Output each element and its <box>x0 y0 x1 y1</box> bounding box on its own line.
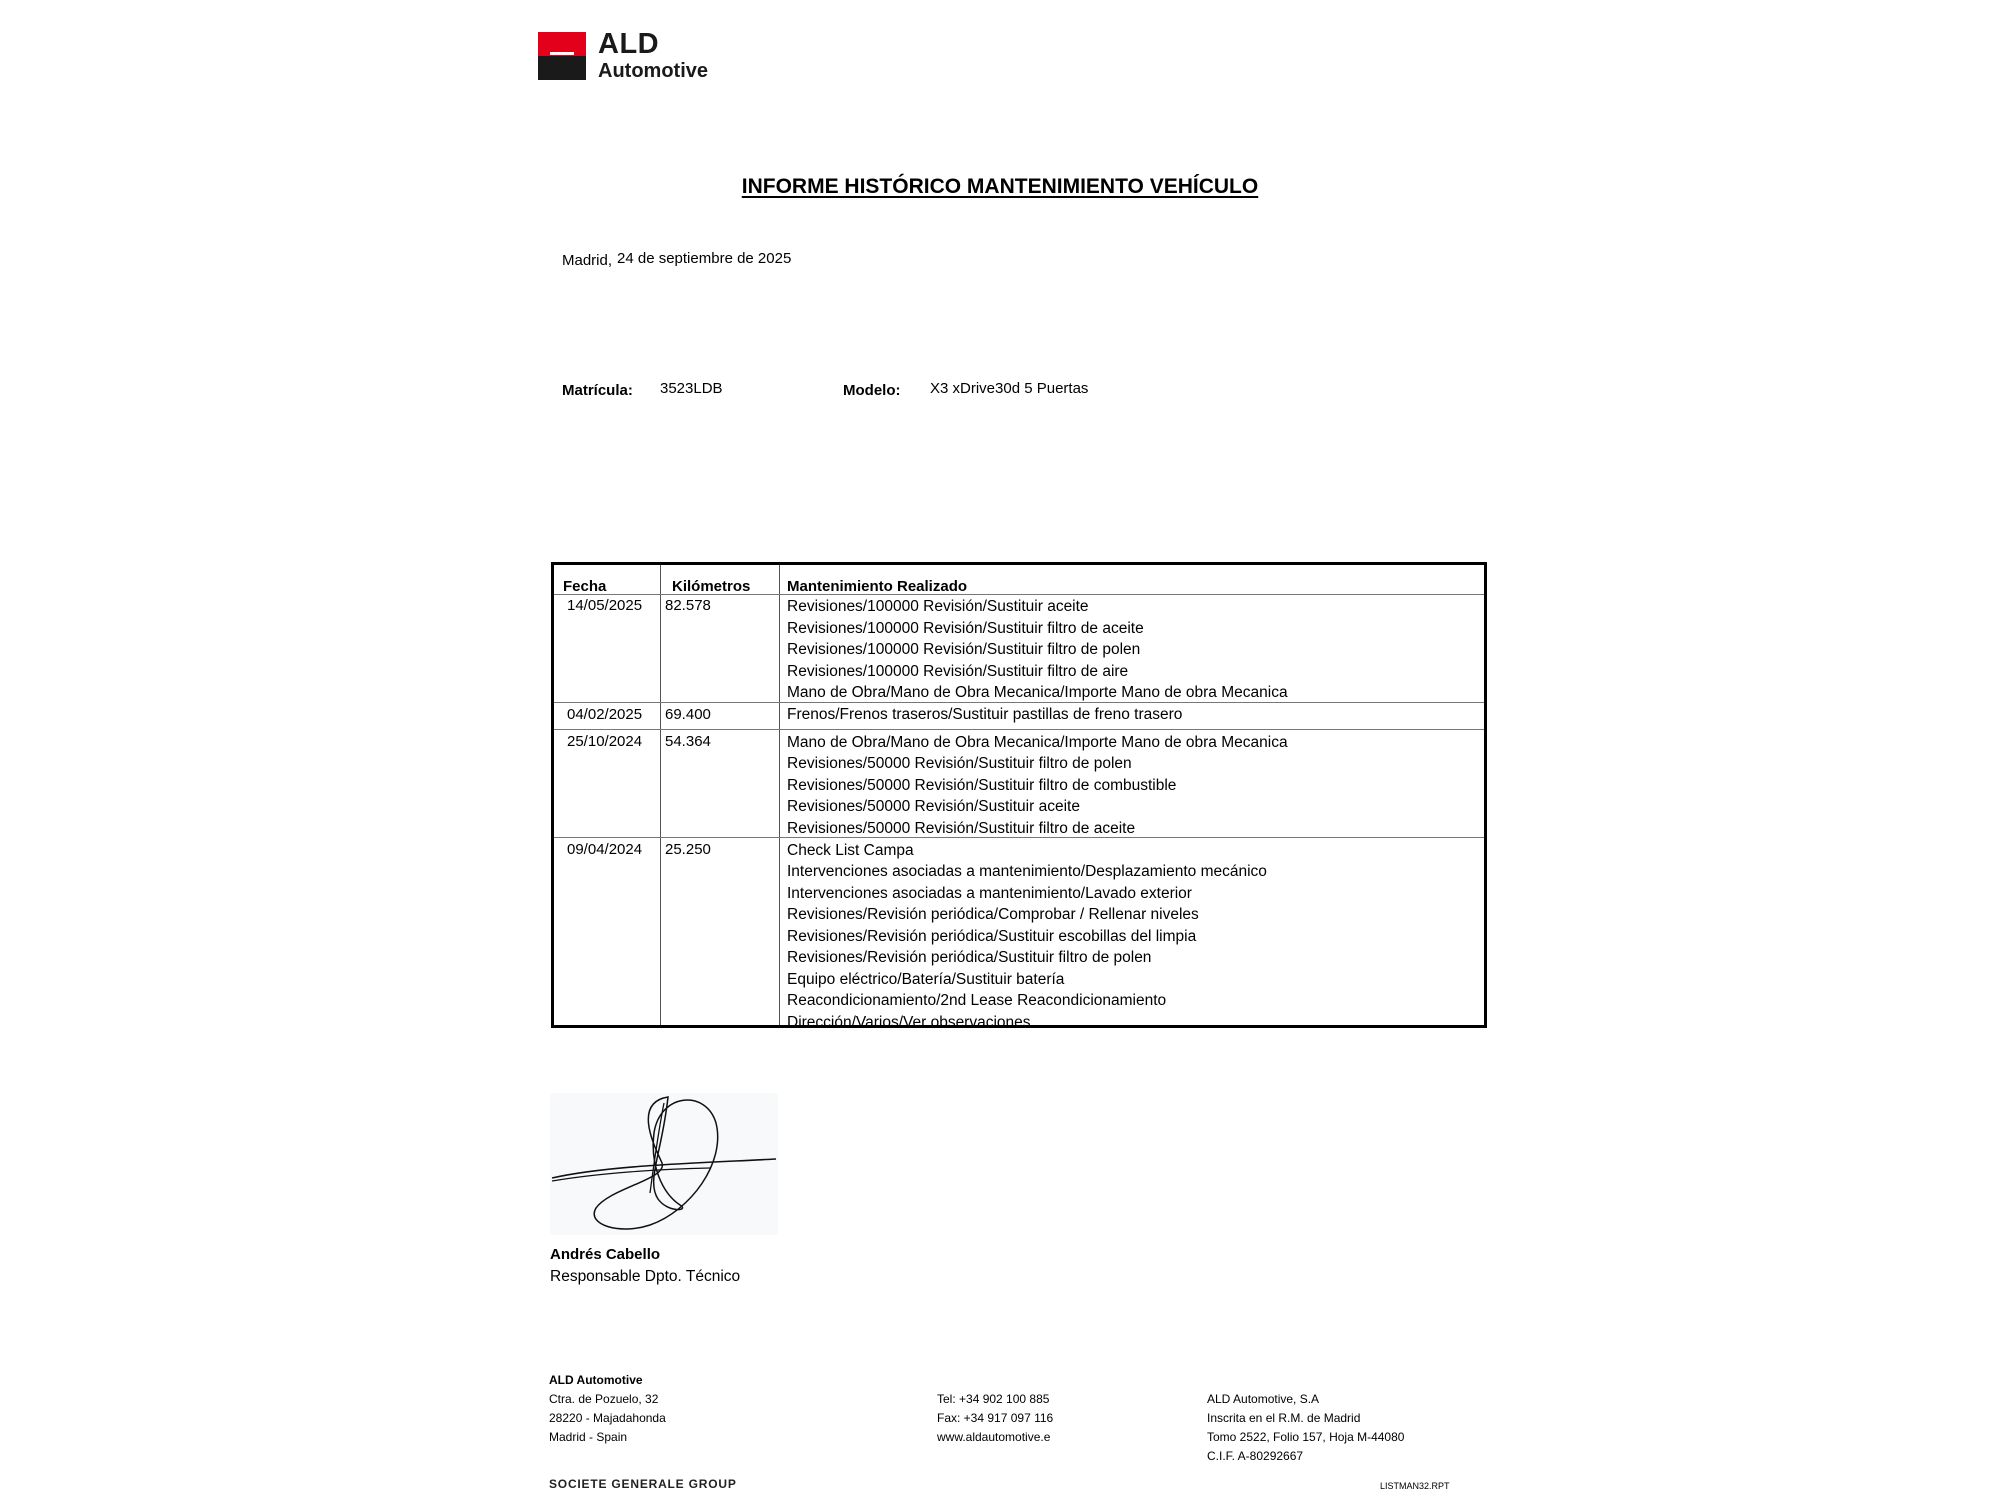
task-item: Mano de Obra/Mano de Obra Mecanica/Importe Mano de obra Mecanica <box>787 734 1288 751</box>
plate-label: Matrícula: <box>562 382 633 399</box>
footer-address-line: 28220 - Majadahonda <box>549 1411 666 1425</box>
footer-legal-line: Inscrita en el R.M. de Madrid <box>1207 1411 1361 1425</box>
row-divider <box>554 729 1484 730</box>
date: 24 de septiembre de 2025 <box>617 250 792 267</box>
logo-line-2: Automotive <box>598 60 708 82</box>
footer-website: www.aldautomotive.e <box>937 1430 1051 1444</box>
row-date: 25/10/2024 <box>567 733 643 750</box>
task-item: Revisiones/Revisión periódica/Sustituir filtro de polen <box>787 949 1152 966</box>
task-item: Equipo eléctrico/Batería/Sustituir batería <box>787 971 1065 988</box>
logo-line-1: ALD <box>598 28 660 60</box>
row-km: 69.400 <box>665 706 711 723</box>
footer-legal-block <box>1207 1390 1404 1466</box>
page-title-text: INFORME HISTÓRICO MANTENIMIENTO VEHÍCULO <box>741 175 1259 198</box>
footer-legal-line: ALD Automotive, S.A <box>1207 1392 1320 1406</box>
signatory-role: Responsable Dpto. Técnico <box>550 1268 741 1285</box>
column-divider <box>660 565 661 1025</box>
footer-legal-line: Tomo 2522, Folio 157, Hoja M-44080 <box>1207 1430 1405 1444</box>
task-item: Revisiones/50000 Revisión/Sustituir aceite <box>787 798 1080 815</box>
footer-fax: Fax: +34 917 097 116 <box>937 1411 1054 1425</box>
task-item: Reacondicionamiento/2nd Lease Reacondicionamiento <box>787 992 1167 1009</box>
task-item: Revisiones/50000 Revisión/Sustituir filtro de polen <box>787 755 1132 772</box>
row-date: 09/04/2024 <box>567 841 643 858</box>
row-km: 54.364 <box>665 733 711 750</box>
place: Madrid, <box>562 252 613 269</box>
header-mantenimiento: Mantenimiento Realizado <box>787 578 968 595</box>
task-item: Intervenciones asociadas a mantenimiento/Desplazamiento mecánico <box>787 863 1267 880</box>
header-fecha: Fecha <box>563 578 607 595</box>
footer-contact-block <box>937 1390 1053 1447</box>
task-item: Revisiones/Revisión periódica/Sustituir escobillas del limpia <box>787 928 1197 945</box>
footer-phone: Tel: +34 902 100 885 <box>937 1392 1050 1406</box>
ald-logo-mark <box>538 32 586 80</box>
task-item: Revisiones/100000 Revisión/Sustituir filtro de polen <box>787 641 1141 658</box>
model-label: Modelo: <box>843 382 901 399</box>
task-item: Mano de Obra/Mano de Obra Mecanica/Importe Mano de obra Mecanica <box>787 684 1288 701</box>
footer-address-block <box>549 1371 666 1447</box>
signature-image <box>550 1093 778 1235</box>
footer-company: ALD Automotive <box>549 1373 643 1387</box>
group-label: SOCIETE GENERALE GROUP <box>549 1477 737 1491</box>
ald-logo-text <box>598 30 708 81</box>
maintenance-table <box>551 562 1487 1031</box>
row-date: 14/05/2025 <box>567 597 643 614</box>
footer-legal-line: C.I.F. A-80292667 <box>1207 1449 1304 1463</box>
footer-address-line: Ctra. de Pozuelo, 32 <box>549 1392 659 1406</box>
task-item: Frenos/Frenos traseros/Sustituir pastillas de freno trasero <box>787 706 1183 723</box>
task-item: Revisiones/50000 Revisión/Sustituir filtro de combustible <box>787 777 1177 794</box>
task-item: Revisiones/Revisión periódica/Comprobar / Rellenar niveles <box>787 906 1199 923</box>
task-item: Revisiones/100000 Revisión/Sustituir aceite <box>787 598 1089 615</box>
task-item: Dirección/Varios/Ver observaciones <box>787 1014 1031 1031</box>
row-km: 25.250 <box>665 841 711 858</box>
task-item: Revisiones/100000 Revisión/Sustituir filtro de aceite <box>787 620 1144 637</box>
column-divider <box>779 565 780 1025</box>
report-ref: LISTMAN32.RPT <box>1380 1481 1450 1491</box>
row-divider <box>554 702 1484 703</box>
plate-value: 3523LDB <box>660 380 723 397</box>
signatory-name: Andrés Cabello <box>550 1246 661 1263</box>
task-item: Revisiones/50000 Revisión/Sustituir filtro de aceite <box>787 820 1136 837</box>
row-date: 04/02/2025 <box>567 706 643 723</box>
task-item: Check List Campa <box>787 842 914 859</box>
page-title <box>0 175 2000 199</box>
task-item: Revisiones/100000 Revisión/Sustituir filtro de aire <box>787 663 1129 680</box>
footer-address-line: Madrid - Spain <box>549 1430 628 1444</box>
model-value: X3 xDrive30d 5 Puertas <box>930 380 1089 397</box>
signature-scribble <box>550 1093 778 1235</box>
header-kilometros: Kilómetros <box>672 578 751 595</box>
task-item: Intervenciones asociadas a mantenimiento/Lavado exterior <box>787 885 1192 902</box>
row-km: 82.578 <box>665 597 711 614</box>
